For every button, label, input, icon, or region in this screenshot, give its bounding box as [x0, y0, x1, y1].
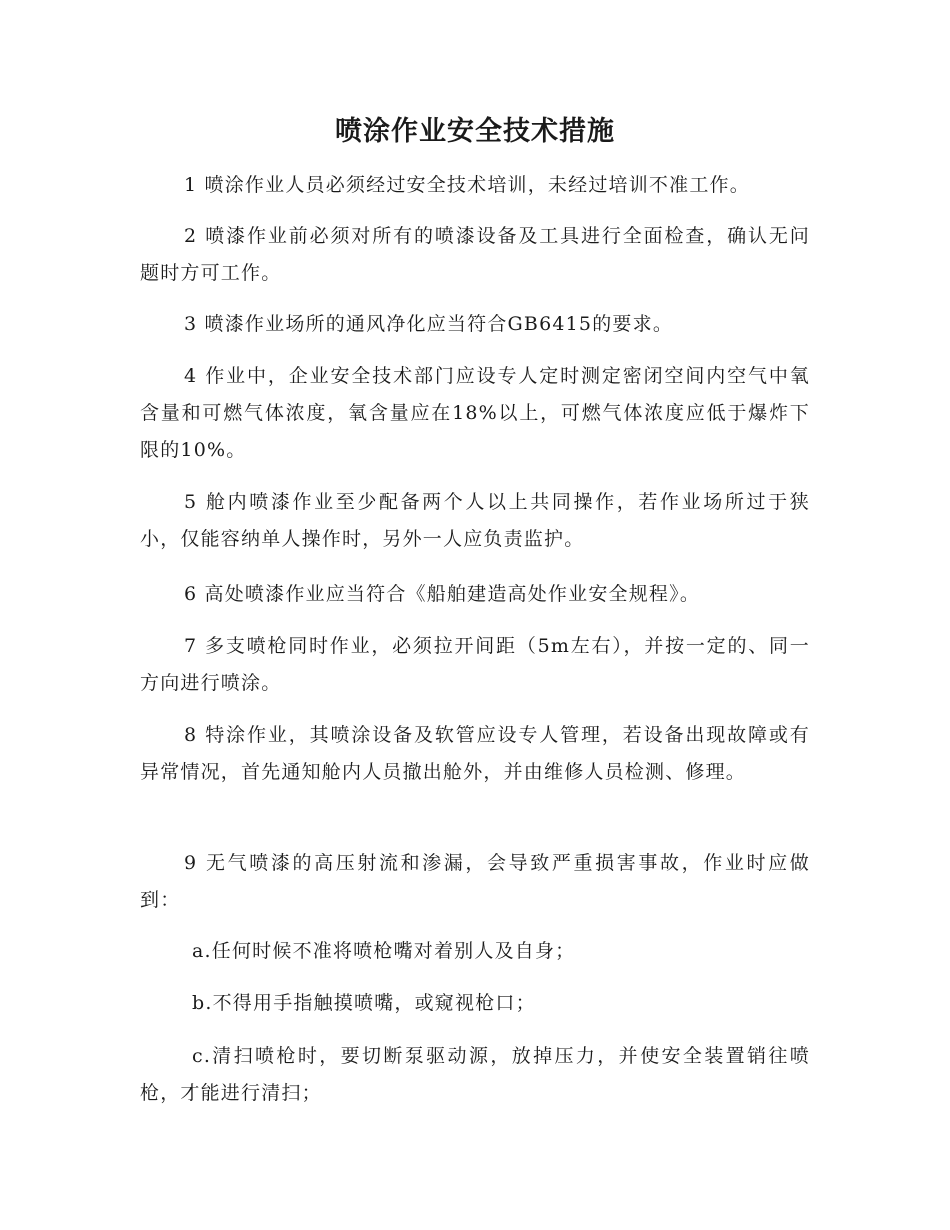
document-title: 喷涂作业安全技术措施	[335, 116, 615, 147]
paragraph-4: 4 作业中，企业安全技术部门应设专人定时测定密闭空间内空气中氧含量和可燃气体浓度，氧含量应在18%以上，可燃气体浓度应低于爆炸下限的10%。	[140, 365, 810, 461]
paragraph-8: 8 特涂作业，其喷涂设备及软管应设专人管理，若设备出现故障或有异常情况，首先通知舱内人员撤出舱外，并由维修人员检测、修理。	[140, 724, 810, 783]
paragraph-3: 3 喷漆作业场所的通风净化应当符合GB6415的要求。	[184, 313, 674, 335]
paragraph-5: 5 舱内喷漆作业至少配备两个人以上共同操作，若作业场所过于狭小，仅能容纳单人操作时，另外一人应负责监护。	[140, 491, 810, 550]
paragraph-7: 7 多支喷枪同时作业，必须拉开间距（5m左右），并按一定的、同一方向进行喷涂。	[140, 635, 810, 694]
paragraph-6: 6 高处喷漆作业应当符合《船舶建造高处作业安全规程》。	[184, 583, 701, 605]
sub-item-a: a.任何时候不准将喷枪嘴对着别人及自身；	[192, 940, 576, 962]
paragraph-9: 9 无气喷漆的高压射流和渗漏，会导致严重损害事故，作业时应做到：	[140, 852, 810, 911]
paragraph-2: 2 喷漆作业前必须对所有的喷漆设备及工具进行全面检查，确认无问题时方可工作。	[140, 225, 810, 284]
sub-item-c: c.清扫喷枪时，要切断泵驱动源，放掉压力，并使安全装置销往喷枪，才能进行清扫；	[140, 1045, 810, 1104]
paragraph-1: 1 喷涂作业人员必须经过安全技术培训，未经过培训不准工作。	[184, 174, 750, 196]
sub-item-b: b.不得用手指触摸喷嘴，或窥视枪口；	[192, 992, 536, 1014]
